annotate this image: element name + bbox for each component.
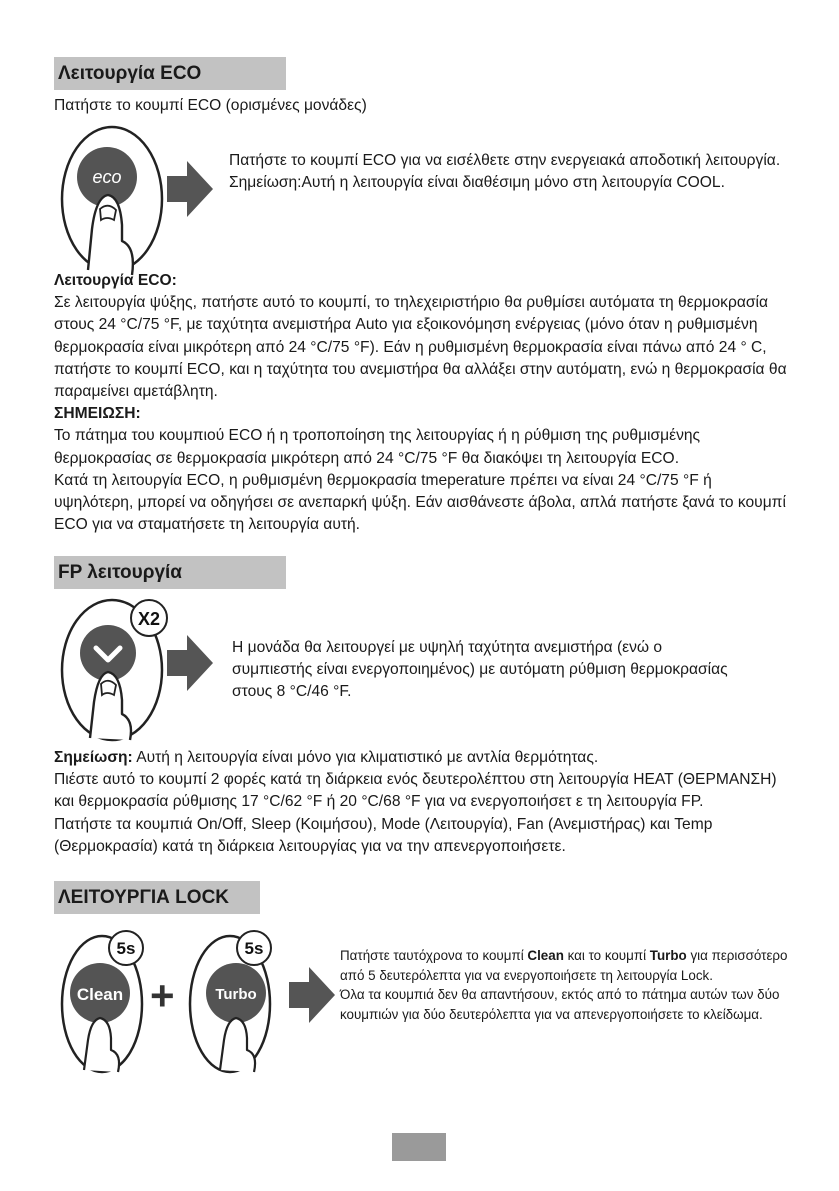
eco-illustration (58, 125, 170, 287)
eco-instruction-block (229, 150, 789, 194)
fp-paragraph-1: Πιέστε αυτό το κουμπί 2 φορές κατά τη διάρκεια ενός δευτερολέπτου στη λειτουργία HEAT (ΘΕΡΜΑΝΣΗ) και θερμοκρασία ρύθμισης 17 °C/62 °F ή 20 °C/68 °F για να ενεργοποιήσετ ε τη λειτουργία FP. (54, 771, 777, 811)
clean-button-label: Clean (76, 985, 124, 1004)
eco-availability-note: Σημείωση:Αυτή η λειτουργία είναι διαθέσιμη μόνο στη λειτουργία COOL. (229, 174, 725, 192)
eco-details (54, 270, 794, 536)
eco-function-text: Σε λειτουργία ψύξης, πατήστε αυτό το κουμπί, το τηλεχειριστήριο θα ρυθμίσει αυτόματα τη θερμοκρασία στους 24 °C/75 °F, με ταχύτητα ανεμιστήρα Auto για εξοικονόμηση ενέργειας (μόνο όταν η ρυθμισμένη θερμοκρασία είναι μικρότερη από 24 °C/75 °F). Εάν η ρυθμισμένη θερμοκρασία είναι πάνω από 24 ° C, πατήστε το κουμπί ECO, και η ταχύτητα του ανεμιστήρα θα αλλάξει στην αυτόματη, ενώ η θερμοκρασία θα παραμείνει αμετάβλητη. (54, 294, 787, 401)
fp-section-header: FP λειτουργία (54, 556, 286, 589)
page-number-box (392, 1133, 446, 1161)
fp-illustration (58, 598, 180, 744)
arrow-right-icon (287, 966, 337, 1024)
eco-note-paragraph-2: Κατά τη λειτουργία ECO, η ρυθμισμένη θερμοκρασία tmeperature πρέπει να είναι 24 °C/75 °F ή υψηλότερη, μπορεί να οδηγήσει σε ανεπαρκή ψύξη. Εάν αισθάνεστε άβολα, απλά πατήστε ξανά το κουμπί ECO για να σταματήσετε τη λειτουργία αυτή. (54, 471, 786, 534)
press-count-badge: X2 (137, 609, 161, 629)
hold-time-badge: 5s (116, 939, 136, 958)
eco-intro: Πατήστε το κουμπί ECO (ορισμένες μονάδες) (54, 97, 367, 114)
turbo-illustration (186, 928, 282, 1076)
eco-section-header: Λειτουργία ECO (54, 57, 286, 90)
fp-paragraph-2: Πατήστε τα κουμπιά On/Off, Sleep (Κοιμήσου), Mode (Λειτουργία), Fan (Ανεμιστήρας) και Temp (Θερμοκρασία) κατά τη διάρκεια λειτουργίας για να την απενεργοποιήσετε. (54, 815, 713, 855)
lock-paragraph-1: Πατήστε ταυτόχρονα το κουμπί Clean και το κουμπί Turbo για περισσότερο από 5 δευτερόλεπτα για να ενεργοποιήσετε τη λειτουργία Lock. (340, 948, 788, 983)
lock-section-header: ΛΕΙΤΟΥΡΓΙΑ LOCK (54, 881, 260, 914)
arrow-right-icon (165, 634, 215, 692)
fp-instruction: Η μονάδα θα λειτουργεί με υψηλή ταχύτητα ανεμιστήρα (ενώ ο συμπιεστής είναι ενεργοποιημένος) με αυτόματη ρύθμιση θερμοκρασίας στους 8 °C/46 °F. (232, 639, 728, 701)
fp-details (54, 747, 794, 858)
clean-illustration (58, 928, 154, 1076)
arrow-right-icon (165, 160, 215, 218)
turbo-button-label: Turbo (215, 986, 257, 1003)
eco-note-title: ΣΗΜΕΙΩΣΗ: (54, 405, 141, 423)
eco-instruction: Πατήστε το κουμπί ECO για να εισέλθετε στην ενεργειακά αποδοτική λειτουργία. (229, 152, 781, 169)
eco-function-title: Λειτουργία ECO: (54, 272, 177, 289)
lock-instructions (340, 946, 795, 1024)
fp-note-title: Σημείωση: (54, 749, 133, 766)
hold-time-badge: 5s (244, 939, 264, 958)
eco-button-label: eco (92, 167, 122, 187)
fp-note-text: Αυτή η λειτουργία είναι μόνο για κλιματιστικό με αντλία θερμότητας. (132, 749, 599, 766)
fp-note (54, 747, 794, 769)
lock-paragraph-2: Όλα τα κουμπιά δεν θα απαντήσουν, εκτός από το πάτημα αυτών των δύο κουμπιών για δύο δευτερόλεπτα για να απενεργοποιήσετε το κλείδωμα. (340, 987, 780, 1022)
eco-note-paragraph-1: Το πάτημα του κουμπιού ECO ή η τροποποίηση της λειτουργίας ή η ρύθμιση της ρυθμισμένης θερμοκρασίας σε θερμοκρασία μικρότερη από 24 °C/75 °F θα διακόψει τη λειτουργία ECO. (54, 427, 701, 467)
plus-sign: + (150, 972, 175, 1019)
